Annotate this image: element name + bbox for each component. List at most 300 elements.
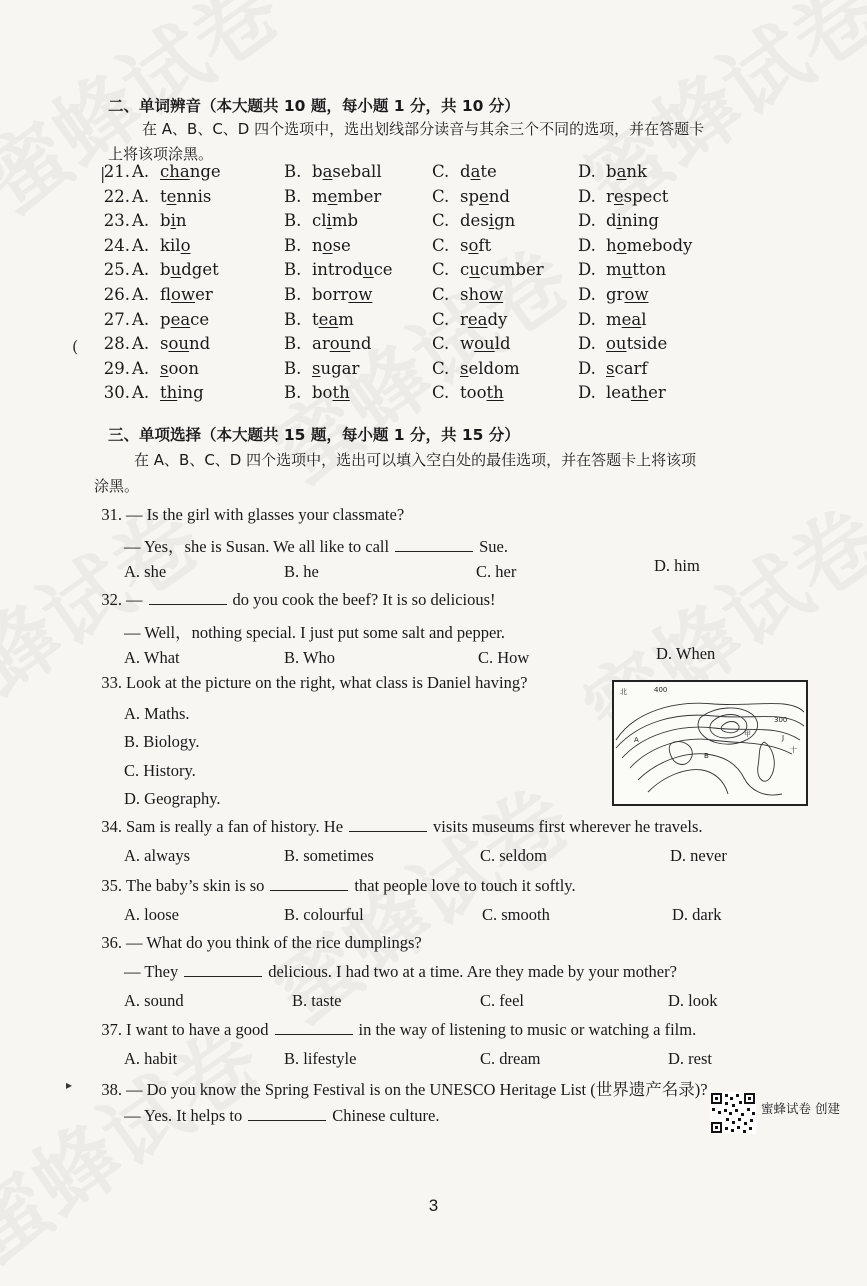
word-part: b xyxy=(606,162,617,181)
word-part: se xyxy=(332,235,351,255)
svg-text:400: 400 xyxy=(654,686,668,694)
question-number: 29. xyxy=(103,358,130,378)
underlined-part: a xyxy=(470,162,481,181)
question-36 xyxy=(92,933,422,953)
option-a[interactable] xyxy=(132,310,209,329)
question-text-end: visits museums first wherever he travels. xyxy=(433,817,703,836)
word-part: n xyxy=(175,211,187,231)
word-part: gr xyxy=(606,285,625,304)
option-word xyxy=(160,211,186,230)
option-letter: D. xyxy=(578,285,596,304)
option-d[interactable]: D. him xyxy=(654,556,700,575)
option-word xyxy=(312,285,372,304)
word-part: h xyxy=(606,235,617,255)
option-d[interactable] xyxy=(578,211,659,230)
option-letter: D. xyxy=(578,383,596,403)
word-part: dy xyxy=(487,309,508,329)
option-word xyxy=(160,162,221,181)
option-word xyxy=(606,236,692,255)
underlined-part: ea xyxy=(170,309,191,329)
word-part: t xyxy=(312,309,319,329)
question-text: — Do you know the Spring Festival is on the UNESCO Heritage List (世界遗产名录)? xyxy=(126,1080,708,1099)
option-c[interactable]: C. feel xyxy=(480,991,524,1010)
question-33 xyxy=(92,673,527,693)
response-text-end: Chinese culture. xyxy=(332,1106,440,1125)
option-letter: A. xyxy=(132,186,150,206)
word-part: b xyxy=(160,260,171,280)
word-part: ld xyxy=(494,334,511,354)
option-letter: B. xyxy=(284,162,302,181)
option-a[interactable]: A. always xyxy=(124,846,190,865)
underlined-part: u xyxy=(170,260,182,280)
word-part: eldom xyxy=(468,358,520,378)
option-word xyxy=(312,236,351,255)
option-b[interactable]: B. colourful xyxy=(284,905,364,924)
option-letter: C. xyxy=(432,383,450,403)
option-word xyxy=(460,260,544,279)
option-word xyxy=(460,187,510,206)
option-d[interactable] xyxy=(578,334,667,353)
word-part: ar xyxy=(312,334,330,354)
option-word xyxy=(460,310,507,329)
word-part: too xyxy=(460,383,487,403)
word-part: tton xyxy=(632,260,667,280)
word-part: seball xyxy=(332,162,382,181)
option-b[interactable]: B. taste xyxy=(292,991,342,1010)
question-number: 35. xyxy=(101,876,122,895)
question-32 xyxy=(92,590,496,610)
option-b[interactable] xyxy=(284,187,381,206)
option-b[interactable] xyxy=(284,260,393,279)
page-number: 3 xyxy=(428,1196,439,1215)
answer-blank xyxy=(275,1020,353,1035)
option-letter: A. xyxy=(132,211,150,231)
question-text: Sam is really a fan of history. He xyxy=(126,817,344,836)
option-d[interactable] xyxy=(578,187,668,206)
question-35 xyxy=(92,876,576,896)
option-letter: B. xyxy=(284,309,302,329)
option-d[interactable]: D. dark xyxy=(672,905,722,924)
option-c[interactable] xyxy=(432,260,544,279)
word-part: r xyxy=(460,309,468,329)
option-c[interactable]: C. History. xyxy=(124,761,196,780)
option-word xyxy=(160,236,191,255)
qr-caption: 蜜蜂试卷 创建 xyxy=(761,1101,840,1116)
word-part: spect xyxy=(623,186,669,206)
underlined-part: e xyxy=(479,186,489,206)
word-part: nge xyxy=(189,162,221,181)
option-a[interactable]: A. What xyxy=(124,648,180,667)
question-number: 33. xyxy=(101,673,122,692)
svg-text:北: 北 xyxy=(620,688,627,696)
option-b[interactable]: B. Biology. xyxy=(124,732,200,751)
option-word xyxy=(312,211,358,230)
option-letter: C. xyxy=(432,235,450,255)
underlined-part: ea xyxy=(621,309,642,329)
option-letter: C. xyxy=(432,260,450,280)
response-text: — They xyxy=(124,962,179,981)
option-word xyxy=(606,310,647,329)
underlined-part: a xyxy=(616,162,627,181)
word-part: bo xyxy=(312,383,333,403)
svg-text:十: 十 xyxy=(790,746,797,754)
question-text: do you cook the beef? It is so delicious! xyxy=(232,590,496,609)
option-d[interactable] xyxy=(578,383,666,402)
underlined-part: ou xyxy=(474,334,495,354)
option-letter: B. xyxy=(284,285,302,304)
option-b[interactable] xyxy=(284,162,382,181)
svg-text:甲: 甲 xyxy=(744,730,751,738)
question-text: The baby’s skin is so xyxy=(126,876,265,895)
option-b[interactable] xyxy=(284,310,354,329)
word-part: ce xyxy=(190,309,210,329)
option-d[interactable]: D. look xyxy=(668,991,718,1010)
option-letter: C. xyxy=(432,309,450,329)
option-letter: A. xyxy=(132,309,150,329)
option-letter: A. xyxy=(132,285,150,304)
option-word xyxy=(460,236,491,255)
option-b[interactable] xyxy=(284,211,358,230)
word-part: m xyxy=(606,260,622,280)
option-letter: B. xyxy=(284,211,302,231)
answer-blank xyxy=(248,1106,326,1121)
word-part: borr xyxy=(312,285,349,304)
svg-text:A: A xyxy=(634,736,639,744)
underlined-part: o xyxy=(468,235,479,255)
question-number: 25. xyxy=(103,260,130,280)
underlined-part: ou xyxy=(168,334,190,354)
option-word xyxy=(460,334,511,353)
option-b[interactable] xyxy=(284,236,351,255)
question-dash: — xyxy=(126,590,143,609)
option-word xyxy=(160,310,209,329)
option-d[interactable] xyxy=(578,310,647,329)
option-c[interactable]: C. seldom xyxy=(480,846,547,865)
underlined-part: o xyxy=(180,235,191,255)
word-part: p xyxy=(160,309,171,329)
svg-text:J: J xyxy=(782,734,785,742)
option-letter: B. xyxy=(284,260,302,280)
question-number: 21. xyxy=(103,162,130,181)
option-c[interactable] xyxy=(432,162,497,181)
option-word xyxy=(312,383,350,402)
word-part: nk xyxy=(626,162,648,181)
option-letter: A. xyxy=(132,358,150,378)
question-31-response xyxy=(124,533,508,557)
underlined-part: ow xyxy=(171,285,196,304)
answer-blank xyxy=(349,817,427,832)
option-letter: C. xyxy=(432,334,450,354)
option-letter: A. xyxy=(132,235,150,255)
section-3-instruction: 在 A、B、C、D 四个选项中，选出可以填入空白处的最佳选项，并在答题卡上将该项 xyxy=(134,451,697,469)
question-number: 22. xyxy=(103,186,130,206)
option-a[interactable] xyxy=(132,383,204,402)
option-a[interactable] xyxy=(132,211,186,230)
qr-code[interactable] xyxy=(710,1092,756,1134)
option-a[interactable]: A. loose xyxy=(124,905,179,924)
underlined-part: o xyxy=(322,235,333,255)
answer-blank xyxy=(270,876,348,891)
option-word xyxy=(606,211,659,230)
word-part: sp xyxy=(460,186,480,206)
option-b[interactable] xyxy=(284,285,372,304)
option-d[interactable] xyxy=(578,236,692,255)
question-text-end: in the way of listening to music or watching a film. xyxy=(358,1020,697,1039)
option-a[interactable]: A. she xyxy=(124,562,167,581)
option-b[interactable]: B. sometimes xyxy=(284,846,374,865)
word-part: m xyxy=(606,309,622,329)
option-d[interactable] xyxy=(578,285,649,304)
option-word xyxy=(460,211,515,230)
option-c[interactable] xyxy=(432,236,491,255)
option-letter: A. xyxy=(132,334,150,354)
option-word xyxy=(606,334,667,353)
question-number: 32. xyxy=(101,590,122,609)
word-part: des xyxy=(460,211,489,231)
word-part: r xyxy=(606,186,614,206)
question-38 xyxy=(92,1076,708,1100)
underlined-part: e xyxy=(166,186,177,206)
word-part: tside xyxy=(626,334,668,354)
option-d[interactable] xyxy=(578,359,648,378)
word-part: w xyxy=(460,334,475,354)
option-letter: D. xyxy=(578,186,596,206)
option-b[interactable] xyxy=(284,334,372,353)
word-part: sh xyxy=(460,285,480,304)
option-word xyxy=(312,187,381,206)
option-word xyxy=(606,285,649,304)
question-number: 36. xyxy=(101,933,122,952)
contour-map-picture xyxy=(612,680,808,806)
option-a[interactable]: A. habit xyxy=(124,1049,178,1068)
question-number: 28. xyxy=(103,334,130,354)
option-a[interactable] xyxy=(132,187,211,206)
option-word xyxy=(460,162,497,181)
option-c[interactable]: C. smooth xyxy=(482,905,550,924)
word-part: oon xyxy=(168,358,199,378)
question-number: 38. xyxy=(101,1080,122,1099)
option-c[interactable]: C. How xyxy=(478,648,530,667)
question-number: 31. xyxy=(101,505,122,524)
option-letter: B. xyxy=(284,383,302,403)
option-c[interactable] xyxy=(432,359,520,378)
question-38-response xyxy=(124,1106,439,1126)
option-letter: C. xyxy=(432,186,450,206)
word-part: te xyxy=(480,162,497,181)
option-b[interactable] xyxy=(284,383,350,402)
underlined-part: ou xyxy=(329,334,351,354)
option-a[interactable] xyxy=(132,236,191,255)
underlined-part: s xyxy=(160,358,169,378)
question-number: 26. xyxy=(103,285,130,304)
option-d[interactable]: D. rest xyxy=(668,1049,712,1068)
question-text-end: that people love to touch it softly. xyxy=(354,876,576,895)
option-b[interactable]: B. Who xyxy=(284,648,336,667)
option-d[interactable]: D. When xyxy=(656,644,716,663)
option-word xyxy=(606,359,648,378)
option-a[interactable] xyxy=(132,359,199,378)
option-d[interactable] xyxy=(578,260,666,279)
question-number: 23. xyxy=(103,211,130,231)
underlined-part: cha xyxy=(160,162,190,181)
underlined-part: i xyxy=(170,211,176,231)
underlined-part: ow xyxy=(348,285,373,304)
option-word xyxy=(606,162,647,181)
question-31 xyxy=(92,505,404,525)
option-letter: C. xyxy=(432,211,450,231)
underlined-part: s xyxy=(312,358,321,378)
option-word xyxy=(460,383,504,402)
section-3-title: 三、单项选择（本大题共 15 题，每小题 1 分，共 15 分） xyxy=(108,426,520,444)
option-word xyxy=(160,334,210,353)
question-37 xyxy=(92,1020,696,1040)
underlined-part: e xyxy=(327,186,338,206)
word-part: m xyxy=(338,309,354,329)
underlined-part: e xyxy=(613,186,624,206)
option-c[interactable] xyxy=(432,211,515,230)
option-letter: D. xyxy=(578,334,596,354)
underlined-part: ea xyxy=(318,309,339,329)
option-letter: B. xyxy=(284,235,302,255)
option-letter: B. xyxy=(284,186,302,206)
underlined-part: o xyxy=(616,235,627,255)
option-b[interactable]: B. he xyxy=(284,562,319,581)
response-text-end: Sue. xyxy=(479,537,508,556)
underlined-part: ea xyxy=(467,309,488,329)
option-word xyxy=(606,187,668,206)
word-part: ugar xyxy=(320,358,360,378)
question-number: 30. xyxy=(103,383,130,403)
word-part: b xyxy=(312,162,323,181)
section-3-instruction-cont: 涂黑。 xyxy=(94,477,140,495)
word-part: lea xyxy=(606,383,631,403)
word-part: ing xyxy=(177,383,204,403)
margin-mark: ▸ xyxy=(66,1078,73,1092)
question-32-response: — Well，nothing special. I just put some salt and pepper. xyxy=(124,623,506,642)
option-a[interactable] xyxy=(132,334,210,353)
option-letter: B. xyxy=(284,334,302,354)
word-part: t xyxy=(160,186,167,206)
option-c[interactable] xyxy=(432,383,504,402)
answer-blank xyxy=(395,537,473,552)
underlined-part: ow xyxy=(624,285,649,304)
word-part: m xyxy=(312,186,328,206)
option-word xyxy=(160,285,213,304)
margin-mark: ( xyxy=(72,337,79,356)
question-number: 24. xyxy=(103,235,130,255)
option-letter: C. xyxy=(432,162,450,181)
word-part: kil xyxy=(160,235,181,255)
option-word xyxy=(160,187,211,206)
option-word xyxy=(160,260,219,279)
option-c[interactable]: C. dream xyxy=(480,1049,541,1068)
word-part: d xyxy=(606,211,617,231)
question-number: 37. xyxy=(101,1020,122,1039)
option-d[interactable] xyxy=(578,162,647,181)
option-word xyxy=(160,359,199,378)
option-c[interactable] xyxy=(432,285,503,304)
answer-blank xyxy=(149,590,227,605)
option-word xyxy=(460,359,520,378)
underlined-part: i xyxy=(616,211,622,231)
question-text: — What do you think of the rice dumplings? xyxy=(126,933,422,952)
option-letter: A. xyxy=(132,162,150,181)
underlined-part: a xyxy=(322,162,333,181)
option-word xyxy=(312,310,354,329)
svg-text:300: 300 xyxy=(774,716,788,724)
underlined-part: i xyxy=(326,211,332,231)
option-a[interactable] xyxy=(132,260,219,279)
option-d[interactable]: D. Geography. xyxy=(124,789,221,808)
option-word xyxy=(160,383,204,402)
word-part: cumber xyxy=(479,260,544,280)
word-part: introd xyxy=(312,260,363,280)
margin-mark: | xyxy=(100,164,106,183)
option-word xyxy=(312,359,359,378)
response-text-end: delicious. I had two at a time. Are they made by your mother? xyxy=(268,962,677,981)
option-word xyxy=(606,383,666,402)
option-a[interactable]: A. sound xyxy=(124,991,184,1010)
underlined-part: th xyxy=(486,383,504,403)
word-part: d xyxy=(460,162,471,181)
option-a[interactable] xyxy=(132,162,221,181)
underlined-part: s xyxy=(460,358,469,378)
underlined-part: u xyxy=(621,260,633,280)
underlined-part: ow xyxy=(479,285,504,304)
option-a[interactable] xyxy=(132,285,213,304)
underlined-part: u xyxy=(362,260,374,280)
option-c[interactable] xyxy=(432,334,511,353)
word-part: carf xyxy=(614,358,648,378)
option-d[interactable]: D. never xyxy=(670,846,727,865)
option-c[interactable]: C. her xyxy=(476,562,517,581)
option-word xyxy=(312,162,382,181)
section-2-instruction: 在 A、B、C、D 四个选项中，选出划线部分读音与其余三个不同的选项，并在答题卡 xyxy=(142,120,705,138)
word-part: cl xyxy=(312,211,327,231)
option-letter: D. xyxy=(578,358,596,378)
word-part: ning xyxy=(621,211,659,231)
question-34 xyxy=(92,817,703,837)
word-part: nd xyxy=(350,334,372,354)
question-number: 27. xyxy=(103,309,130,329)
word-part: nnis xyxy=(176,186,212,206)
option-letter: D. xyxy=(578,309,596,329)
underlined-part: i xyxy=(488,211,495,231)
option-letter: C. xyxy=(432,358,450,378)
svg-text:B: B xyxy=(704,752,709,760)
underlined-part: u xyxy=(469,260,480,280)
option-a[interactable]: A. Maths. xyxy=(124,704,190,723)
option-word xyxy=(312,260,393,279)
option-b[interactable]: B. lifestyle xyxy=(284,1049,357,1068)
option-b[interactable] xyxy=(284,359,359,378)
response-text: — Yes. It helps to xyxy=(124,1106,243,1125)
option-c[interactable] xyxy=(432,187,510,206)
option-letter: D. xyxy=(578,162,596,181)
word-part: c xyxy=(460,260,470,280)
underlined-part: ou xyxy=(606,334,627,354)
option-letter: A. xyxy=(132,383,150,403)
word-part: n xyxy=(312,235,323,255)
question-text: Look at the picture on the right, what class is Daniel having? xyxy=(126,673,528,692)
option-word xyxy=(606,260,666,279)
question-text: — Is the girl with glasses your classmate? xyxy=(126,505,405,524)
word-part: gn xyxy=(494,211,516,231)
response-text: — Yes，she is Susan. We all like to call xyxy=(124,537,390,556)
word-part: nd xyxy=(189,334,211,354)
question-text: I want to have a good xyxy=(126,1020,269,1039)
option-c[interactable] xyxy=(432,310,507,329)
